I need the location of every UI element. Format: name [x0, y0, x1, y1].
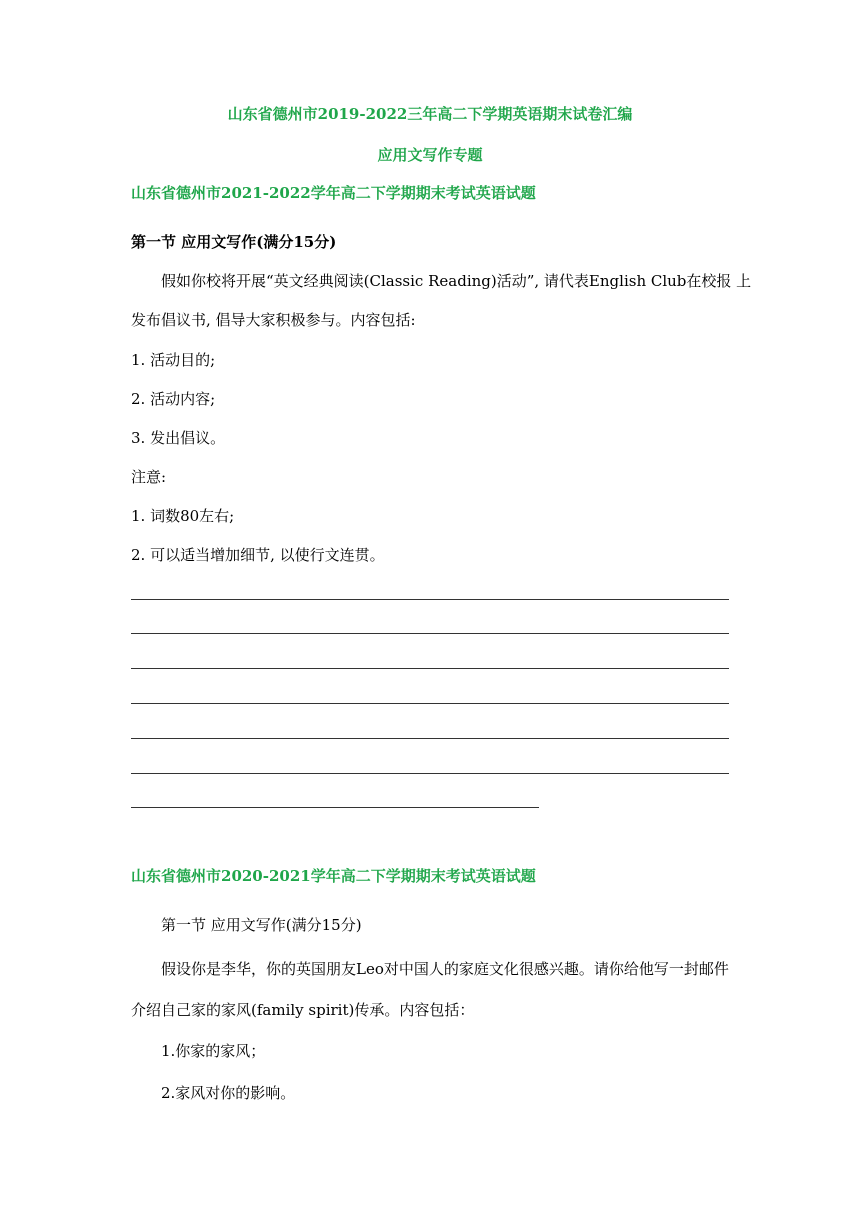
section2-item-1: 1.你家的家风；	[161, 1042, 266, 1060]
section2-item-2: 2.家风对你的影响。	[161, 1084, 296, 1102]
section1-note-2: 2. 可以适当增加细节, 以使行文连贯。	[131, 546, 385, 564]
answer-line	[131, 599, 729, 600]
section1-item-1: 1. 活动目的;	[131, 351, 216, 369]
section1-prompt-line1: 假如你校将开展“英文经典阅读(Classic Reading)活动”, 请代表English Club在校报 上	[161, 272, 752, 290]
section2-heading: 山东省德州市2020-2021学年高二下学期期末考试英语试题	[131, 867, 536, 885]
document-subtitle: 应用文写作专题	[377, 146, 483, 164]
section2-prompt-line1: 假设你是李华，你的英国朋友Leo对中国人的家庭文化很感兴趣。请你给他写一封邮件	[161, 960, 729, 978]
answer-line	[131, 668, 729, 669]
answer-line	[131, 703, 729, 704]
section1-item-2: 2. 活动内容;	[131, 390, 216, 408]
section1-notes-label: 注意:	[131, 468, 167, 486]
answer-line	[131, 807, 539, 808]
section1-prompt-line2: 发布倡议书, 倡导大家积极参与。内容包括:	[131, 311, 416, 329]
answer-line	[131, 633, 729, 634]
section2-part-title: 第一节 应用文写作(满分15分)	[161, 916, 362, 934]
section1-part-title: 第一节 应用文写作(满分15分)	[131, 233, 337, 251]
section1-note-1: 1. 词数80左右;	[131, 507, 235, 525]
answer-line	[131, 773, 729, 774]
section1-item-3: 3. 发出倡议。	[131, 429, 226, 447]
section1-heading: 山东省德州市2021-2022学年高二下学期期末考试英语试题	[131, 184, 536, 202]
document-title: 山东省德州市2019-2022三年高二下学期英语期末试卷汇编	[227, 105, 633, 123]
answer-line	[131, 738, 729, 739]
section2-prompt-line2: 介绍自己家的家风(family spirit)传承。内容包括：	[131, 1001, 475, 1019]
